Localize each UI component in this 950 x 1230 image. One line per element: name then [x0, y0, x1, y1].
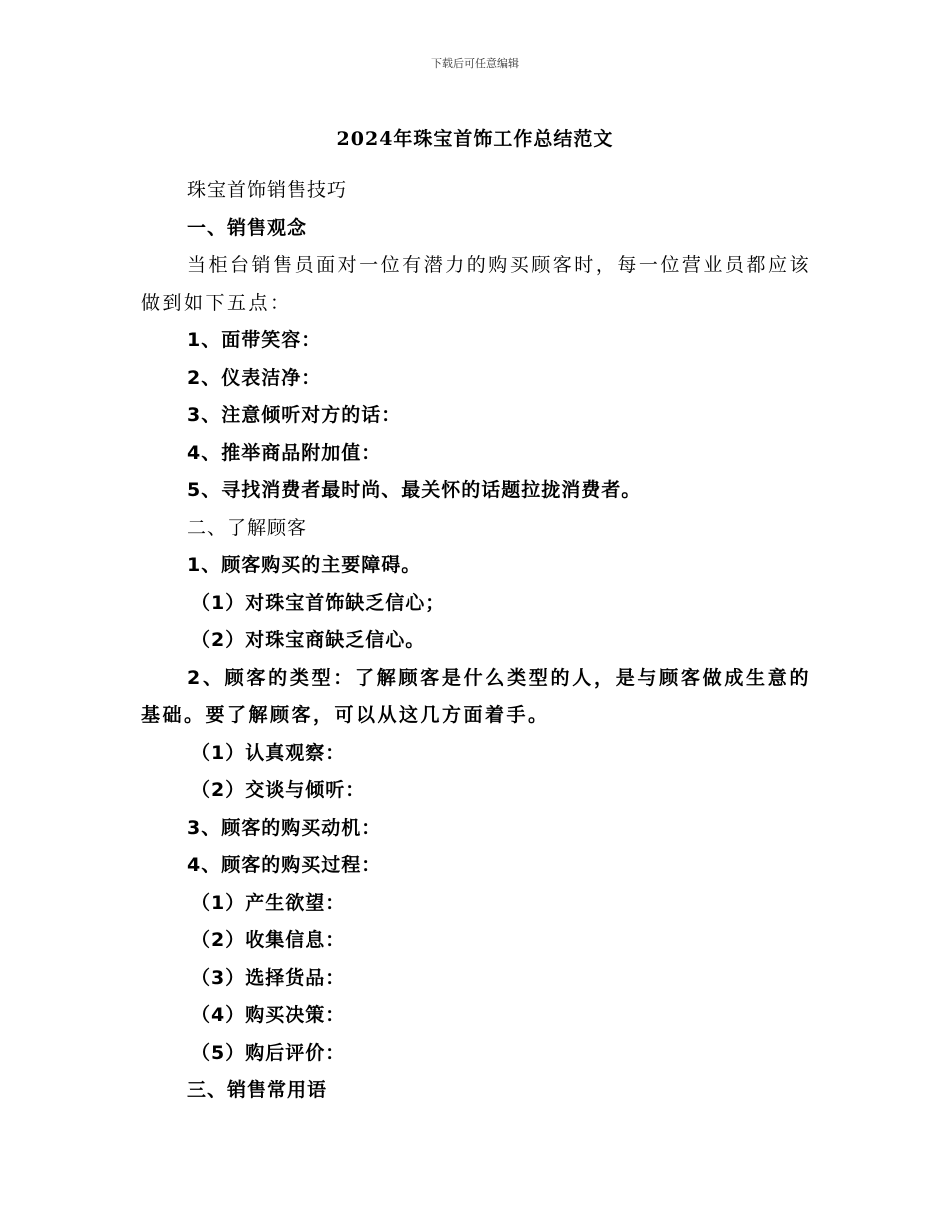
list-item: 2、仪表洁净： [187, 366, 322, 389]
list-item-paragraph: 2、顾客的类型：了解顾客是什么类型的人，是与顾客做成生意的基础。要了解顾客，可以从这几方面着手。 [141, 666, 811, 726]
list-item: 3、注意倾听对方的话： [187, 404, 402, 426]
sub-list-item: （1）对珠宝首饰缺乏信心； [191, 591, 446, 614]
list-item: 4、推举商品附加值： [187, 441, 382, 464]
sub-list-item: （5）购后评价： [191, 1041, 346, 1064]
list-item: 1、顾客购买的主要障碍。 [187, 554, 422, 576]
sub-list-item: （3）选择货品： [191, 966, 346, 989]
section-heading-2: 二、了解顾客 [187, 516, 308, 539]
list-item: 5、寻找消费者最时尚、最关怀的话题拉拢消费者。 [187, 479, 642, 501]
section-heading-1: 一、销售观念 [187, 216, 308, 239]
sub-list-item: （2）交谈与倾听： [191, 779, 366, 801]
sub-list-item: （1）产生欲望： [191, 891, 346, 914]
sub-list-item: （4）购买决策： [191, 1004, 346, 1026]
sub-list-item: （2）对珠宝商缺乏信心。 [191, 629, 426, 651]
section-heading-3: 三、销售常用语 [187, 1079, 328, 1101]
sub-list-item: （1）认真观察： [191, 741, 346, 764]
list-item: 4、顾客的购买过程： [187, 854, 382, 876]
sub-list-item: （2）收集信息： [191, 929, 346, 951]
list-item: 1、面带笑容： [187, 329, 322, 351]
subtitle: 珠宝首饰销售技巧 [187, 179, 348, 201]
list-item: 3、顾客的购买动机： [187, 816, 382, 839]
section-1-intro: 当柜台销售员面对一位有潜力的购买顾客时，每一位营业员都应该做到如下五点： [141, 254, 811, 314]
page-header: 下载后可任意编辑 [431, 57, 519, 70]
document-body [141, 172, 811, 1110]
document-title: 2024年珠宝首饰工作总结范文 [336, 128, 614, 150]
